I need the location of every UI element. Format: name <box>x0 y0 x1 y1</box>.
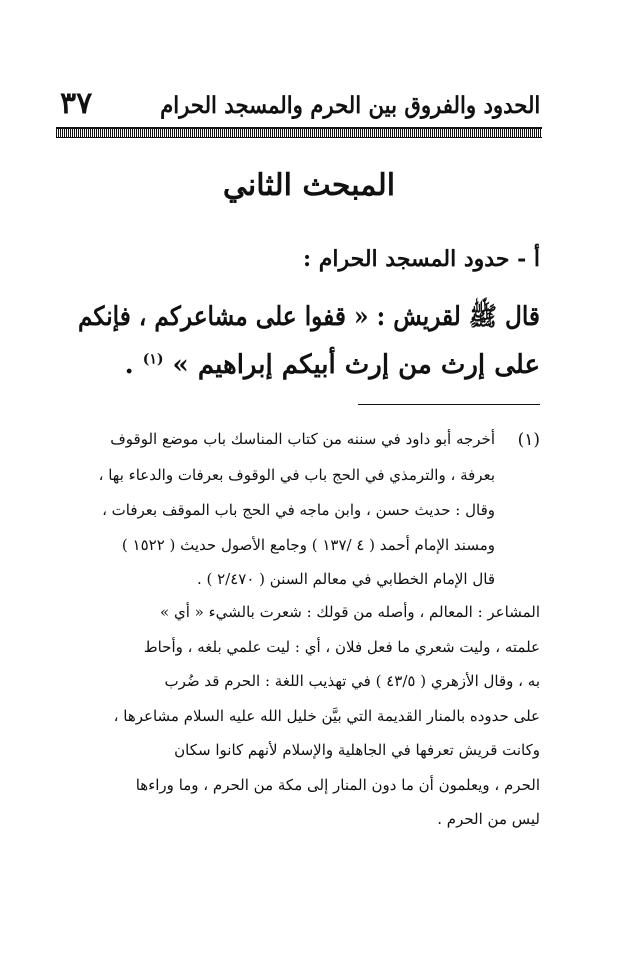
note-line: علمته ، وليت شعري ما فعل فلان ، أي : ليت علمي بلغه ، وأحاط <box>143 638 540 656</box>
footnote-line: أخرجه أبو داود في سننه من كتاب المناسك باب موضع الوقوف <box>110 430 495 448</box>
footnote-marker: (١) <box>517 430 540 450</box>
footnote-line: قال الإمام الخطابي في معالم السنن ( ٢/٤٧٠ ) . <box>196 570 495 588</box>
note-line: الحرم ، ويعلمون أن ما دون المنار إلى مكة من الحرم ، وما وراءها <box>135 776 540 794</box>
footnote-reference: (١) <box>142 351 164 368</box>
note-line: ليس من الحرم . <box>437 810 540 828</box>
note-line: المشاعر : المعالم ، وأصله من قولك : شعرت بالشيء « أي » <box>160 603 540 621</box>
section-title: المبحث الثاني <box>222 168 396 203</box>
note-line: به ، وقال الأزهري ( ٤٣/٥ ) في تهذيب اللغة : الحرم قد ضُرب <box>164 672 540 690</box>
page-number: ٣٧ <box>60 86 93 121</box>
header-rule <box>56 127 542 138</box>
footnote-separator <box>358 404 540 405</box>
hadith-line-end: . <box>124 350 143 380</box>
footnote-line: ومسند الإمام أحمد ( ٤ /١٣٧ ) وجامع الأصول حديث ( ١٥٢٢ ) <box>121 536 495 554</box>
note-line: على حدوده بالمنار القديمة التي بيَّن خليل الله عليه السلام مشاعرها ، <box>113 707 540 725</box>
hadith-line-2-text: على إرث من إرث أبيكم إبراهيم » <box>172 350 540 380</box>
running-title: الحدود والفروق بين الحرم والمسجد الحرام <box>159 92 540 119</box>
hadith-line-1: قال ﷺ لقريش : « قفوا على مشاعركم ، فإنكم <box>77 302 540 332</box>
footnote-line: وقال : حديث حسن ، وابن ماجه في الحج باب الموقف بعرفات ، <box>102 501 495 519</box>
note-line: وكانت قريش تعرفها في الجاهلية والإسلام لأنهم كانوا سكان <box>174 741 540 759</box>
subheading: أ - حدود المسجد الحرام : <box>302 246 540 272</box>
hadith-line-2 <box>125 350 540 380</box>
footnote-line: بعرفة ، والترمذي في الحج باب في الوقوف بعرفات والدعاء بها ، <box>98 466 495 484</box>
